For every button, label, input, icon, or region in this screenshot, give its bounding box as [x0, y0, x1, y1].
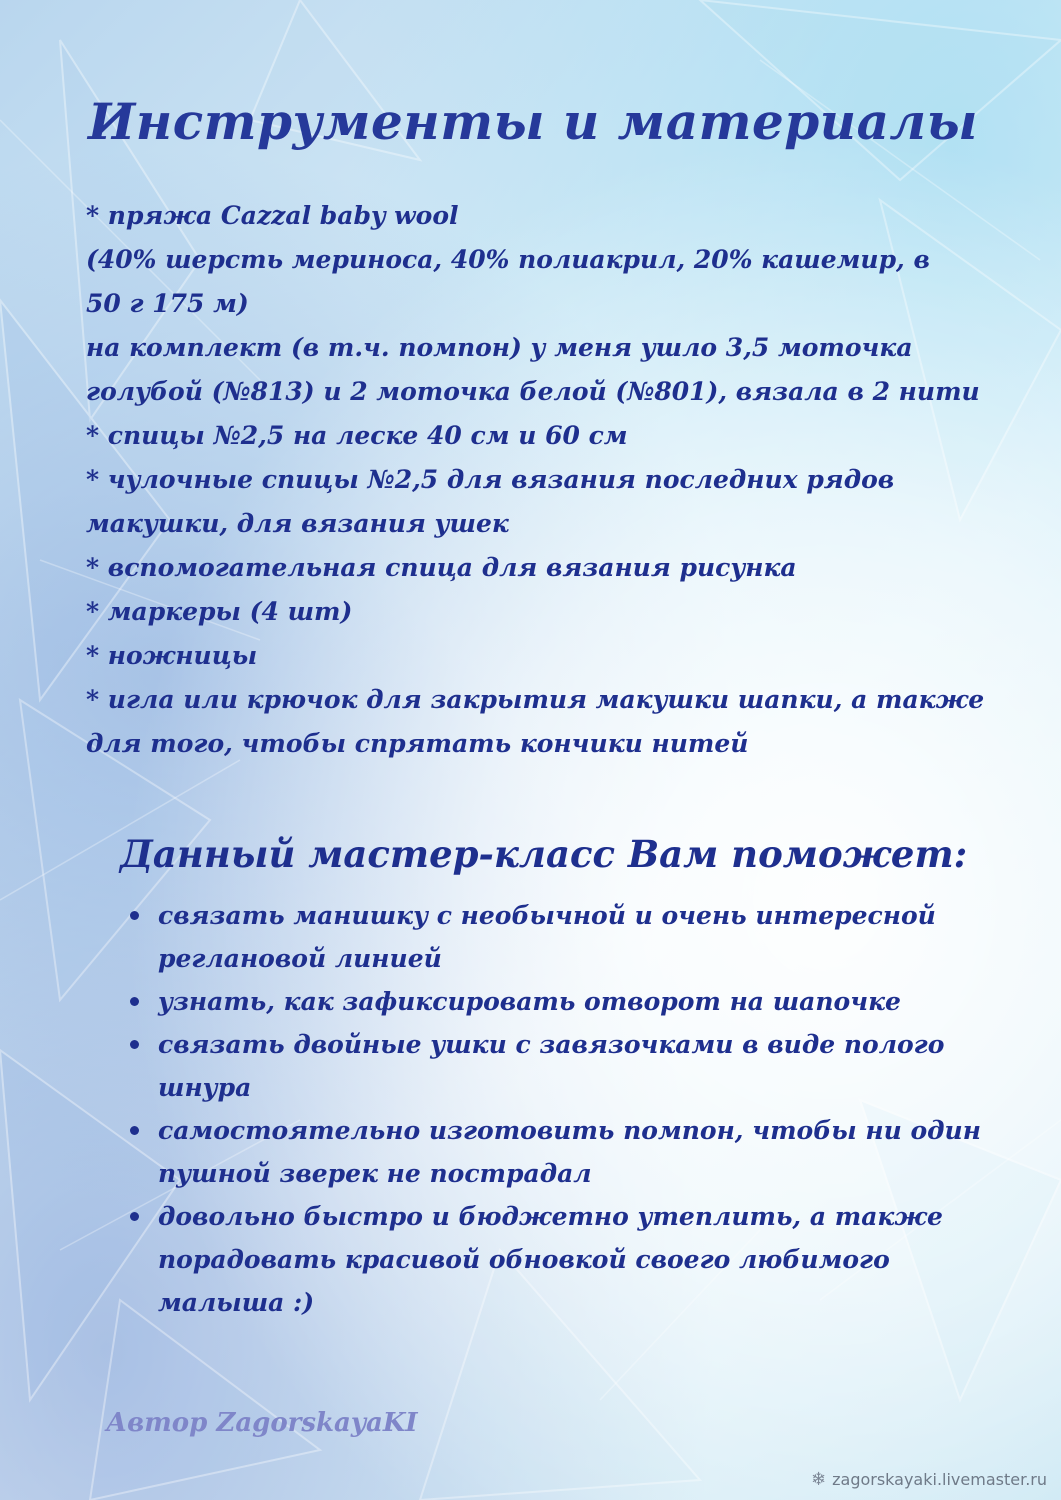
materials-line: * спицы №2,5 на леске 40 см и 60 см — [86, 421, 628, 450]
materials-line: * маркеры (4 шт) — [86, 597, 353, 626]
materials-line: 50 г 175 м) — [86, 289, 249, 318]
snowflake-icon: ❄ — [811, 1469, 827, 1490]
benefit-line: узнать, как зафиксировать отворот на шапочке — [158, 987, 901, 1016]
site-watermark[interactable] — [811, 1469, 1047, 1490]
materials-line: на комплект (в т.ч. помпон) у меня ушло 3,5 моточка — [86, 333, 913, 362]
bullet-icon — [130, 911, 139, 920]
bullet-icon — [130, 997, 139, 1006]
benefit-line: самостоятельно изготовить помпон, чтобы ни один — [158, 1116, 981, 1145]
benefit-item — [130, 894, 980, 980]
materials-line: * ножницы — [86, 641, 258, 670]
materials-line: * игла или крючок для закрытия макушки шапки, а также — [86, 685, 985, 714]
materials-line: макушки, для вязания ушек — [86, 509, 509, 538]
benefit-line: связать манишку с необычной и очень интересной — [158, 901, 936, 930]
benefit-line: малыша :) — [158, 1288, 315, 1317]
benefit-item — [130, 980, 980, 1023]
benefit-item — [130, 1109, 980, 1195]
benefit-item — [130, 1023, 980, 1109]
materials-line: * чулочные спицы №2,5 для вязания последних рядов — [86, 465, 895, 494]
page-title: Инструменты и материалы — [88, 92, 978, 151]
benefits-heading: Данный мастер-класс Вам поможет: — [120, 832, 968, 876]
benefit-line: порадовать красивой обновкой своего любимого — [158, 1245, 890, 1274]
watermark-url: zagorskayaki.livemaster.ru — [832, 1470, 1047, 1489]
materials-line: (40% шерсть мериноса, 40% полиакрил, 20% кашемир, в — [86, 245, 930, 274]
author-signature: Автор ZagorskayaKI — [106, 1408, 418, 1438]
benefit-line: шнура — [158, 1073, 252, 1102]
materials-line: голубой (№813) и 2 моточка белой (№801), вязала в 2 нити — [86, 377, 980, 406]
benefit-item — [130, 1195, 980, 1324]
bullet-icon — [130, 1212, 139, 1221]
benefit-line: связать двойные ушки с завязочками в виде полого — [158, 1030, 945, 1059]
benefit-line: довольно быстро и бюджетно утеплить, а также — [158, 1202, 943, 1231]
materials-list — [86, 194, 986, 766]
bullet-icon — [130, 1040, 139, 1049]
bullet-icon — [130, 1126, 139, 1135]
materials-line: для того, чтобы спрятать кончики нитей — [86, 729, 749, 758]
materials-line: * вспомогательная спица для вязания рисунка — [86, 553, 797, 582]
benefit-line: пушной зверек не пострадал — [158, 1159, 592, 1188]
benefits-list — [130, 894, 980, 1324]
benefit-line: реглановой линией — [158, 944, 442, 973]
materials-line: * пряжа Cazzal baby wool — [86, 201, 459, 230]
